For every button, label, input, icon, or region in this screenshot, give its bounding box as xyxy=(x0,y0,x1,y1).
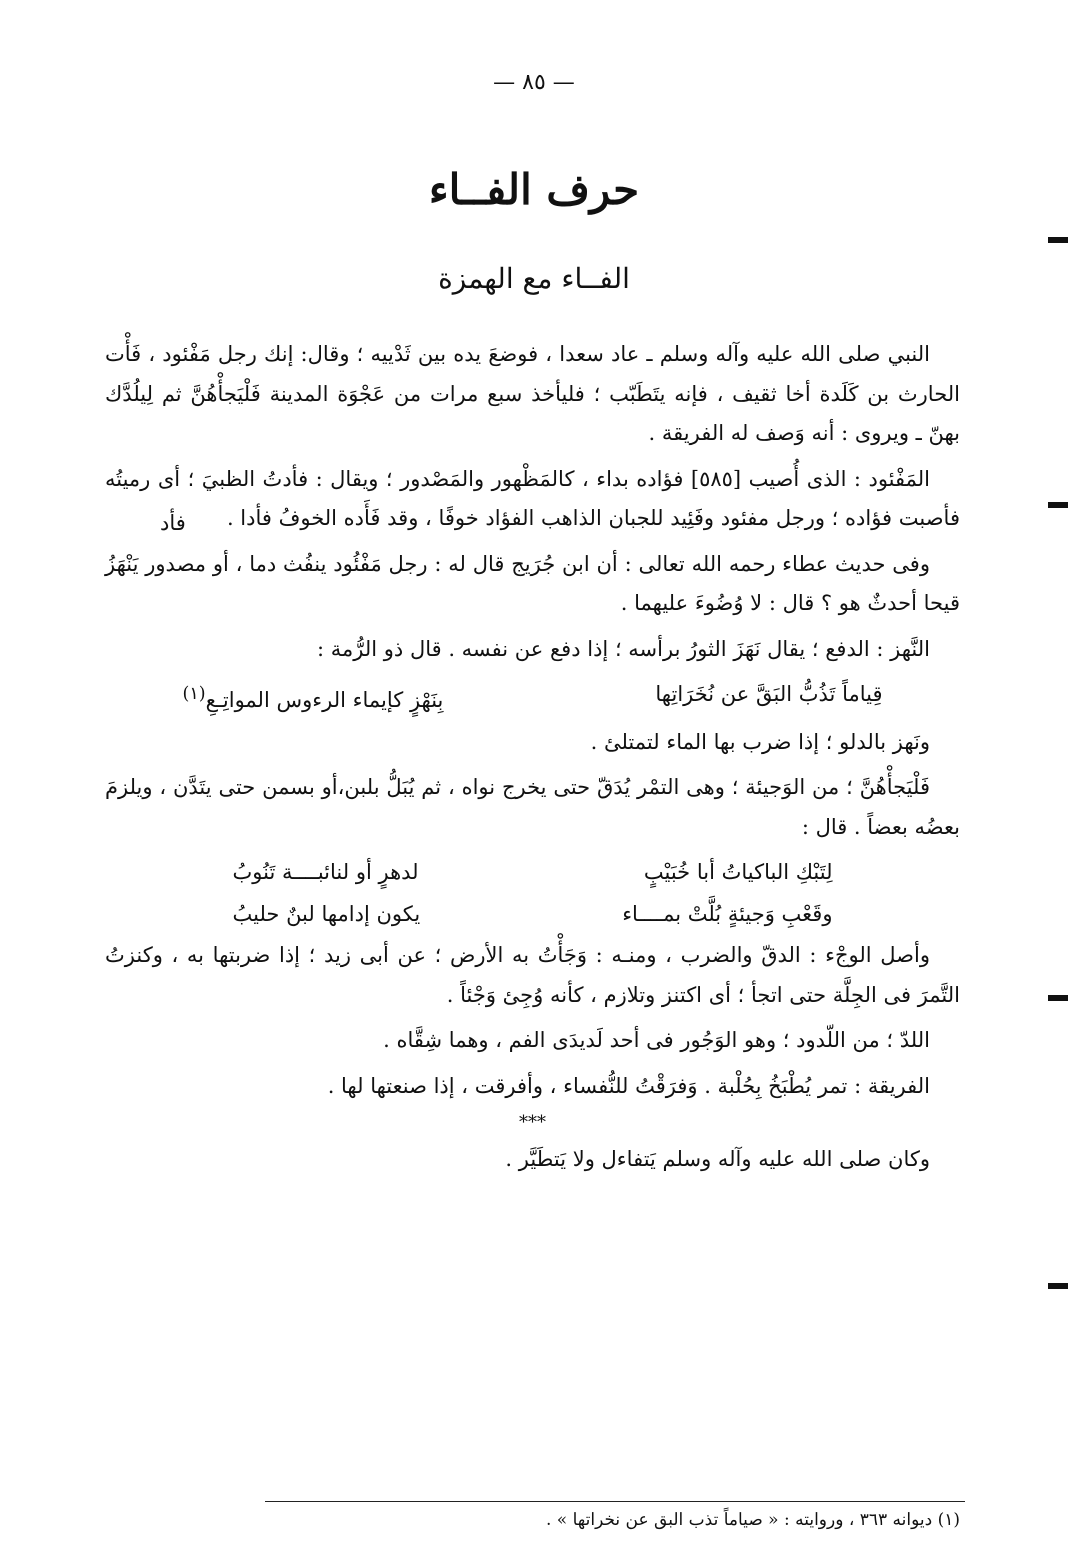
scan-edge-mark xyxy=(1048,995,1068,1001)
verse-hemistich: يكون إدامها لبنٌ حليبُ xyxy=(232,901,421,926)
paragraph: المَفْئود : الذى أُصيب [٥٨٥] فؤاده بداء ، كالمَظْهور والمَصْدور ؛ ويقال : فأدتُ الظبيَ ؛ أى رميتُه فأصبت فؤاده ؛ ورجل مفئود وفَئِيد للجبان الذاهب الفؤاد خوفًا ، وقد فَأَده الخوفُ فأدا . xyxy=(105,466,960,530)
verse-hemistich: لِتَبْكِ الباكياتُ أبا خُبَيْبٍ xyxy=(643,860,833,884)
margin-note: فأد xyxy=(160,511,186,535)
paragraph: وأصل الوجْء : الدقّ والضرب ، ومنـه : وَجَأْتُ به الأرض ؛ عن أبى زيد ؛ إذا ضربتها به ، وكنزتُ التَّمرَ فى الجِلَّة حتى اتجأ ؛ أى اكتنز وتلازم ، كأنه وُجِئ وَجْئاً . xyxy=(105,943,960,1007)
paragraph: النبي صلى الله عليه وآله وسلم ـ عاد سعدا ، فوضعَ يده بين ثَدْييه ؛ وقال: إنك رجل مَفْئود ، فَأْت الحارث بن كَلَدة أخا ثقيف ، فإنه يتَطَبّب ؛ فليأخذ سبع مرات من عَجْوَة المدينة فَلْيَجأْهُنَّ ثم لِيلُدَّك بهنّ ـ ويروى : أنه وَصف له الفريقة . xyxy=(105,342,960,445)
paragraph: وفى حديث عطاء رحمه الله تعالى : أن ابن جُرَيج قال له : رجل مَفْئُود ينفُث دما ، أو مصدور يَنْهَزُ قيحا أحدثٌ هو ؟ قال : لا وُضُوءَ عليهما . xyxy=(105,551,960,615)
verse-line xyxy=(183,675,883,721)
footnote: (١) ديوانه ٣٦٣ ، وروايته : « صياماً تذب البق عن نخراتها » . xyxy=(545,1510,960,1530)
body-text xyxy=(105,335,960,1186)
verse-line xyxy=(233,895,833,935)
section-separator: *** xyxy=(519,1112,546,1133)
verse-hemistich: بِنَهْزٍ كإيماء الرءوس المواتِـعِ$^{(١)}$ xyxy=(182,684,444,712)
verse-hemistich: وقَعْبِ وَجيئةٍ بُلَّتْ بمــــاء xyxy=(622,901,833,926)
paragraph: النَّهز : الدفع ؛ يقال نَهَزَ الثورُ برأسه ؛ إذا دفع عن نفسه . قال ذو الرُّمة : xyxy=(317,636,930,661)
scan-edge-mark xyxy=(1048,502,1068,508)
verse-hemistich: قِياماً تَذُبُّ البَقَّ عن نُخَرَاتِها xyxy=(655,682,883,706)
verse-line xyxy=(233,853,833,893)
footnote-divider xyxy=(265,1501,965,1502)
scan-edge-mark xyxy=(1048,1283,1068,1289)
verse-hemistich: لدهرٍ أو لنائبــــة تَنُوبُ xyxy=(232,860,419,884)
closing-paragraph: وكان صلى الله عليه وآله وسلم يَتفاءل ولا يَتطَيَّر . xyxy=(505,1147,930,1171)
paragraph: الفريقة : تمر يُطْبَخُ بِحُلْبة . وَفرَقْتُ للنُّفساء ، وأفرقت ، إذا صنعتها لها . xyxy=(327,1073,930,1098)
page-number: — ٨٥ — xyxy=(493,70,575,95)
scan-edge-mark xyxy=(1048,237,1068,243)
section-title: الفــاء مع الهمزة xyxy=(438,262,630,295)
paragraph: فَلْيَجأْهُنَّ ؛ من الوَجيئة ؛ وهى التمْر يُدَقّ حتى يخرج نواه ، ثم يُبَلُّ بلبن،أو بسمن حتى يتَدَّن ، ويلزمَ بعضُه بعضاً . قال : xyxy=(105,775,960,839)
footnote-marker: (١) xyxy=(182,684,206,704)
chapter-title: حرف الفــاء xyxy=(428,165,640,214)
paragraph: ونَهز بالدلو ؛ إذا ضرب بها الماء لتمتلئ . xyxy=(590,729,930,754)
paragraph: اللدّ ؛ من اللّدود ؛ وهو الوَجُور فى أحد لَديدَى الفم ، وهما شِقَّاه . xyxy=(383,1028,930,1052)
